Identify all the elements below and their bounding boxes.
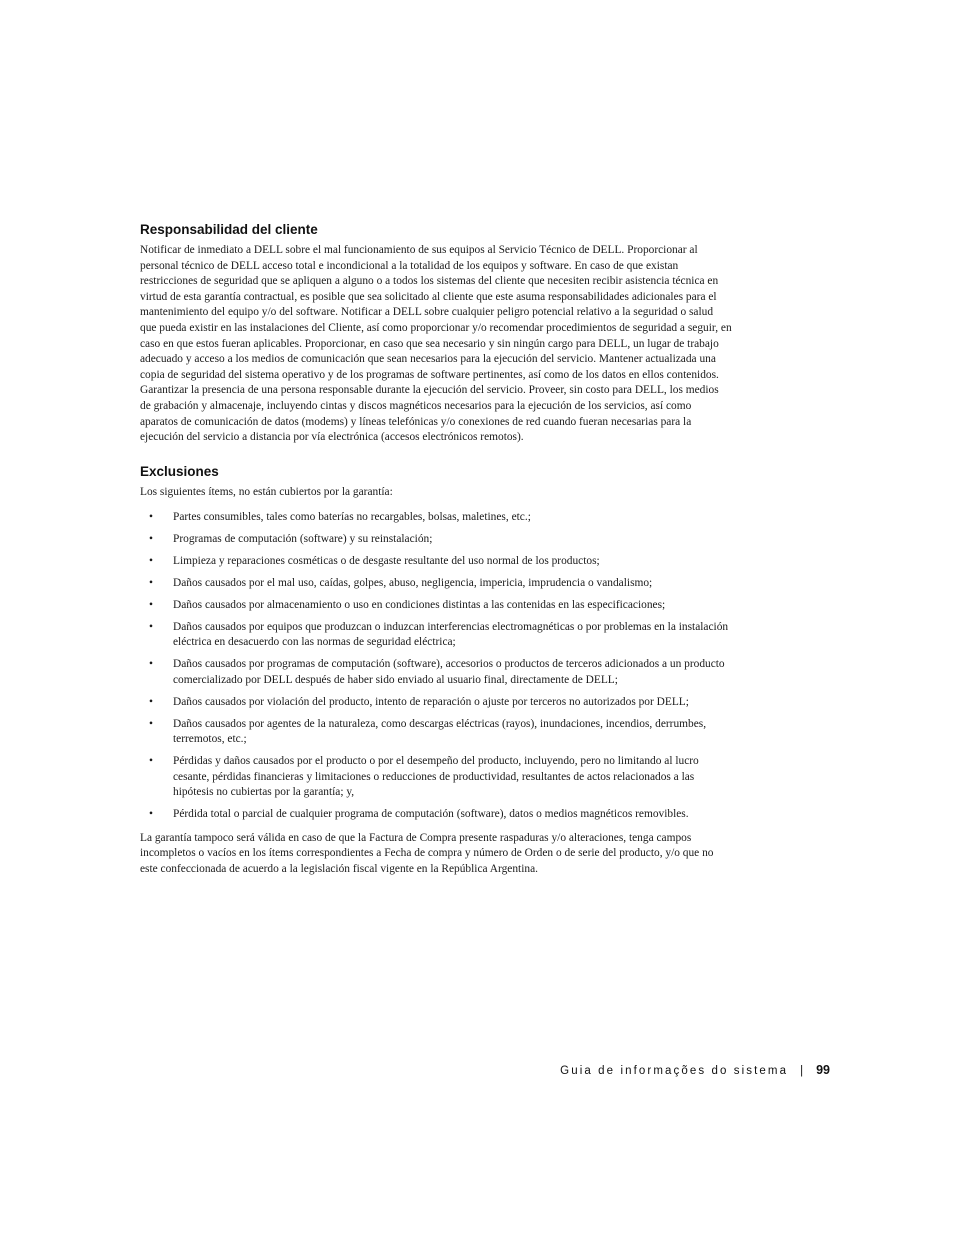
list-item-text: Daños causados por el mal uso, caídas, golpes, abuso, negligencia, impericia, imprudencia o vandalismo; — [173, 576, 653, 589]
section-body-cliente: Notificar de inmediato a DELL sobre el mal funcionamiento de sus equipos al Servicio Técnico de DELL. Proporcionar al personal técnico de DELL acceso total e incondicional a la totalidad de los equipos y software. En caso de que existan restricciones de seguridad que se apliquen a alguno o a todos los sistemas del cliente que necesiten recibir asistencia técnica en virtud de esta garantía contractual, es posible que sea solicitado al cliente que este asuma responsabilidades adicionales para el mantenimiento del equipo y/o del software. Notificar a DELL sobre cualquier peligro potencial relativo a la seguridad o salud que pueda existir en las instalaciones del Cliente, así como proporcionar y/o recomendar procedimientos de seguridad a seguir, en caso en que estos fueran aplicables. Proporcionar, en caso que sea necesario y sin ningún cargo para DELL, un lugar de trabajo adecuado y acceso a los medios de comunicación que sean necesarios para la ejecución del servicio. Mantener actualizada una copia de seguridad del sistema operativo y de los programas de software pertinentes, así como de los datos en ellos contenidos. Garantizar la presencia de una persona responsable durante la ejecución del servicio. Proveer, sin costo para DELL, los medios de grabación y almacenaje, incluyendo cintas y discos magnéticos necesarios para la ejecución de los servicios, así como aparatos de comunicación de datos (modems) y líneas telefónicas y/o conexiones de red cuando fueran necesarias para la ejecución del servicio a distancia por vía electrónica (accesos electrónicos remotos). — [140, 244, 732, 444]
footer-separator: | — [800, 1065, 804, 1077]
bullet-icon: • — [149, 576, 153, 589]
section-heading-exclusiones: Exclusiones — [140, 463, 219, 479]
list-item-text: Daños causados por equipos que produzcan o induzcan interferencias electromagnéticas o por problemas en la instalación eléctrica en desacuerdo con las normas de seguridad eléctrica; — [173, 620, 729, 649]
list-item-text: Limpieza y reparaciones cosméticas o de desgaste resultante del uso normal de los productos; — [173, 555, 600, 568]
document-page — [140, 221, 732, 878]
bullet-icon: • — [149, 755, 153, 768]
exclusiones-closing: La garantía tampoco será válida en caso de que la Factura de Compra presente raspaduras y/o alteraciones, tenga campos incompletos o vacíos en los ítems correspondientes a Fecha de compra y número de Orden o de serie del producto, y/o que no este confeccionada de acuerdo a la legislación fiscal vigente en la República Argentina. — [140, 831, 714, 875]
bullet-icon: • — [149, 808, 153, 821]
footer-title: Guia de informações do sistema — [560, 1065, 789, 1077]
section-exclusiones — [140, 463, 732, 878]
list-item — [140, 576, 732, 592]
exclusiones-intro: Los siguientes ítems, no están cubiertos por la garantía: — [140, 485, 393, 498]
list-item-text: Pérdida total o parcial de cualquier programa de computación (software), datos o medios magnéticos removibles. — [173, 808, 689, 821]
bullet-icon: • — [149, 717, 153, 730]
bullet-icon: • — [149, 533, 153, 546]
list-item — [140, 754, 732, 801]
list-item — [140, 620, 732, 651]
bullet-icon: • — [149, 598, 153, 611]
list-item — [140, 554, 732, 570]
section-heading-cliente: Responsabilidad del cliente — [140, 222, 318, 237]
list-item — [140, 695, 732, 711]
list-item — [140, 657, 732, 688]
list-item — [140, 717, 732, 748]
bullet-icon: • — [149, 658, 153, 671]
exclusiones-list — [140, 510, 732, 822]
list-item — [140, 532, 732, 548]
list-item-text: Daños causados por violación del producto, intento de reparación o ajuste por terceros no autorizados por DELL; — [173, 695, 689, 708]
list-item-text: Programas de computación (software) y su reinstalación; — [173, 533, 433, 546]
bullet-icon: • — [149, 695, 153, 708]
list-item-text: Daños causados por programas de computación (software), accesorios o productos de terceros adicionados a un producto comercializado por DELL después de haber sido enviado al usuario final, directamente de DELL; — [173, 658, 725, 686]
list-item-text: Daños causados por agentes de la naturaleza, como descargas eléctricas (rayos), inundaciones, incendios, derrumbes, terremotos, etc.; — [173, 717, 707, 746]
list-item — [140, 598, 732, 614]
page-number: 99 — [816, 1063, 830, 1077]
list-item — [140, 510, 732, 526]
list-item-text: Daños causados por almacenamiento o uso en condiciones distintas a las contenidas en las especificaciones; — [173, 598, 666, 611]
section-responsabilidad-cliente — [140, 221, 732, 446]
bullet-icon: • — [149, 555, 153, 568]
page-footer — [560, 1062, 830, 1079]
list-item — [140, 807, 732, 823]
list-item-text: Partes consumibles, tales como baterías no recargables, bolsas, maletines, etc.; — [173, 511, 531, 524]
bullet-icon: • — [149, 620, 153, 633]
bullet-icon: • — [149, 511, 153, 524]
list-item-text: Pérdidas y daños causados por el producto o por el desempeño del producto, incluyendo, pero no limitando al lucro cesante, pérdidas financieras y limitaciones o reducciones de productividad, resultantes de actos relacionados a las hipótesis no cubiertas por la garantía; y, — [173, 755, 699, 799]
